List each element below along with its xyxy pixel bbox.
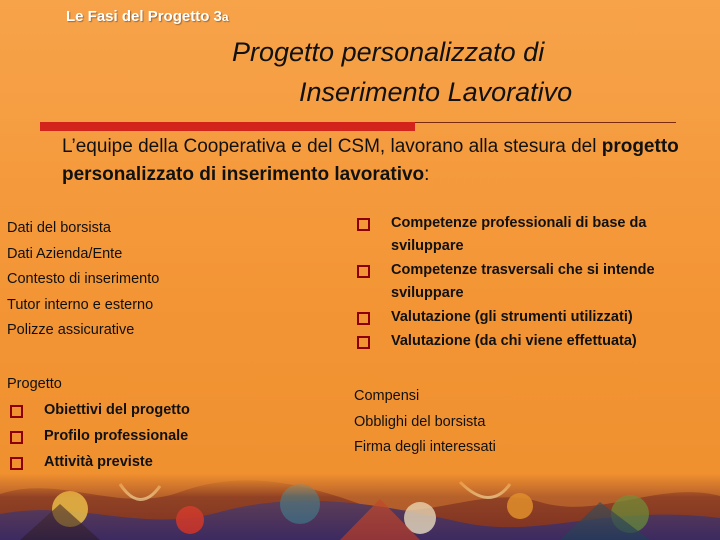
title-line-2: Inserimento Lavorativo xyxy=(299,77,573,107)
list-item: Dati Azienda/Ente xyxy=(7,245,123,262)
title-line-1: Progetto personalizzato di xyxy=(232,37,545,67)
square-bullet-icon xyxy=(357,336,370,349)
kicker-suffix: a xyxy=(221,10,229,24)
list-item xyxy=(354,212,684,258)
list-item-text: Valutazione (gli strumenti utilizzati) xyxy=(391,309,633,325)
compensation-list xyxy=(354,384,496,461)
competences-list xyxy=(354,212,684,354)
list-item xyxy=(354,306,684,329)
list-item: Compensi xyxy=(354,388,420,404)
square-bullet-icon xyxy=(10,431,23,444)
list-item-text: Competenze trasversali che si intende sviluppare xyxy=(391,262,655,301)
square-bullet-icon xyxy=(10,405,23,418)
list-item xyxy=(7,397,190,423)
list-item xyxy=(354,259,684,305)
square-bullet-icon xyxy=(10,457,23,470)
section-kicker xyxy=(66,8,229,25)
list-item: Tutor interno e esterno xyxy=(7,296,154,313)
intro-paragraph xyxy=(62,133,682,189)
list-item-text: Profilo professionale xyxy=(44,428,189,444)
list-item: Firma degli interessati xyxy=(354,439,496,455)
list-item: Obblighi del borsista xyxy=(354,413,486,430)
list-item xyxy=(354,330,684,353)
list-item-text: Valutazione (da chi viene effettuata) xyxy=(391,333,637,349)
intro-bold: progetto personalizzato di inserimento lavorativo xyxy=(62,136,679,185)
square-bullet-icon xyxy=(357,265,370,278)
painting-image xyxy=(0,474,720,540)
list-item xyxy=(7,449,190,475)
red-accent-bar xyxy=(40,122,415,131)
list-item-text: Competenze professionali di base da sviluppare xyxy=(391,215,647,254)
list-item xyxy=(7,423,190,449)
square-bullet-icon xyxy=(357,312,370,325)
list-item: Polizze assicurative xyxy=(7,322,135,338)
general-data-list xyxy=(7,216,159,344)
project-heading: Progetto xyxy=(7,376,62,392)
list-item: Contesto di inserimento xyxy=(7,271,160,287)
list-item-text: Obiettivi del progetto xyxy=(44,402,190,418)
intro-prefix: L’equipe della Cooperativa e del CSM, lavorano alla stesura del xyxy=(62,136,602,157)
decorative-painting-strip xyxy=(0,474,720,540)
kicker-text: Le Fasi del Progetto 3 xyxy=(66,8,222,25)
list-item-text: Attività previste xyxy=(44,454,153,470)
intro-suffix: : xyxy=(424,164,430,185)
project-section xyxy=(7,372,190,475)
square-bullet-icon xyxy=(357,218,370,231)
slide-title xyxy=(232,32,672,112)
list-item: Dati del borsista xyxy=(7,220,111,236)
